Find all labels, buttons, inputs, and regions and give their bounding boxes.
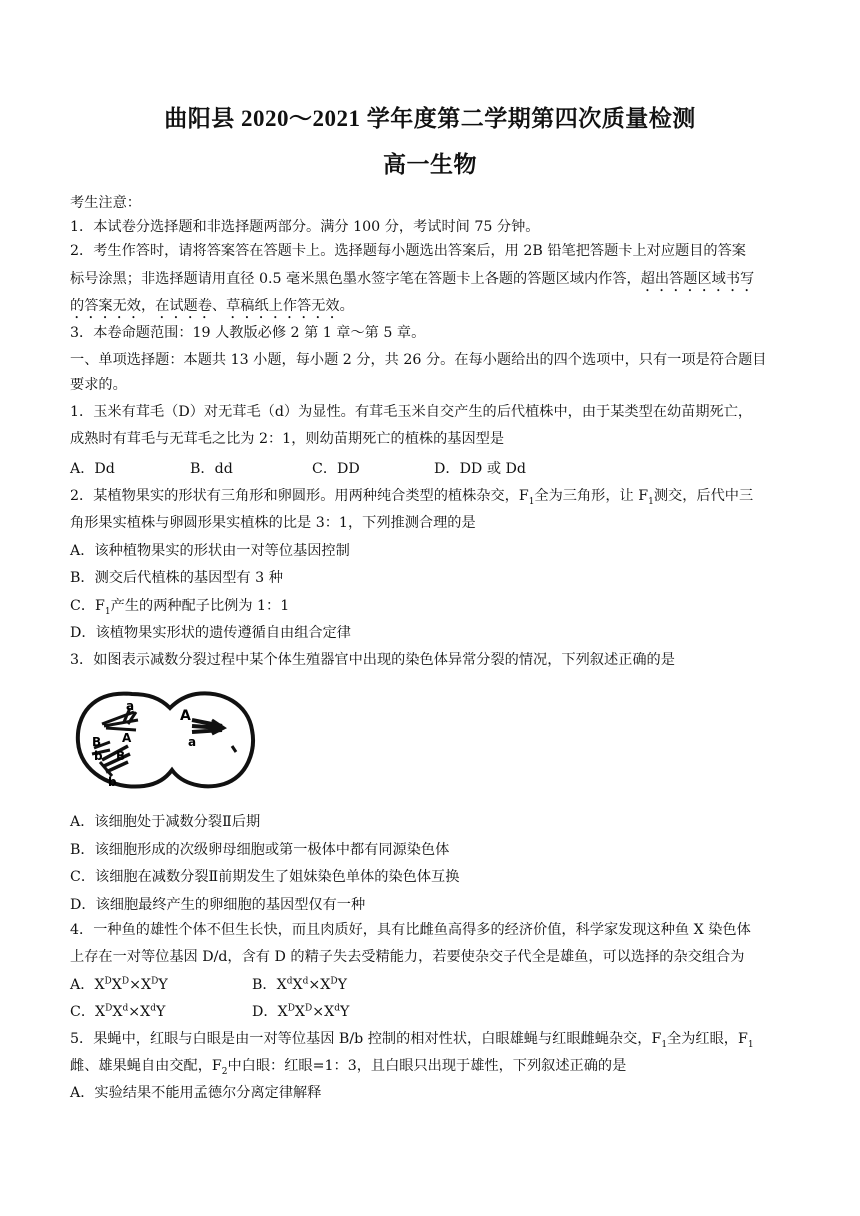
text: Y (340, 1004, 350, 1020)
text: X (292, 977, 303, 993)
q3-stem: 3．如图表示减数分裂过程中某个体生殖器官中出现的染色体异常分裂的情况，下列叙述正确的是 (70, 652, 675, 668)
text: ×X (128, 1004, 151, 1020)
notice-item-3: 3．本卷命题范围：19 人教版必修 2 第 1 章～第 5 章。 (70, 325, 426, 341)
q2-option-b: B．测交后代植株的基因型有 3 种 (70, 570, 283, 586)
gene-label: b (94, 749, 103, 763)
option-label: C． (70, 1004, 96, 1020)
text: ×X (312, 1004, 335, 1020)
exam-subject: 高一生物 (383, 152, 477, 177)
q3-option-d: D．该细胞最终产生的卵细胞的基因型仅有一种 (70, 897, 366, 913)
q1-stem-line-2: 成熟时有茸毛与无茸毛之比为 2：1，则幼苗期死亡的植株的基因型是 (70, 431, 505, 447)
q5-stem-line-1 (70, 1030, 790, 1048)
q2-option-a: A．该种植物果实的形状由一对等位基因控制 (70, 543, 350, 559)
gene-label: B (92, 735, 102, 749)
superscript: D (287, 1003, 295, 1014)
subscript: 1 (648, 496, 654, 507)
notice-item-2-line-1: 2．考生作答时，请将答案答在答题卡上。选择题每小题选出答案后，用 2B 铅笔把答题卡上对应题目的答案 (70, 243, 746, 259)
q2-stem-line-2: 角形果实植株与卵圆形果实植株的比是 3：1，下列推测合理的是 (70, 515, 476, 531)
superscript: D (151, 976, 159, 987)
q4-option-d (252, 1003, 349, 1021)
q5-text: 5．果蝇中，红眼与白眼是由一对等位基因 B/b 控制的相对性状，白眼雄蝇与红眼雌蝇杂交，F (70, 1031, 662, 1047)
q4-option-b (252, 976, 347, 994)
q5-stem-line-2 (70, 1057, 790, 1075)
q2-option-d: D．该植物果实形状的遗传遵循自由组合定律 (70, 625, 351, 641)
notice-heading: 考生注意： (70, 195, 141, 211)
text: X (277, 1004, 288, 1020)
gene-label: A (180, 708, 191, 724)
q5-text: 中白眼：红眼=1：3，且白眼只出现于雄性，下列叙述正确的是 (227, 1058, 627, 1074)
q2-option-c (70, 597, 790, 615)
exam-title: 曲阳县 2020～2021 学年度第二学期第四次质量检测 (164, 106, 696, 131)
superscript: D (121, 976, 130, 987)
q3-option-c: C．该细胞在减数分裂Ⅱ前期发生了姐妹染色单体的染色体互换 (70, 869, 460, 885)
q2-stem-line-1 (70, 487, 790, 505)
text: X (111, 977, 122, 993)
superscript: d (286, 976, 293, 987)
q1-option-c: C．DD (312, 461, 360, 477)
superscript: d (302, 976, 309, 987)
q1-option-b: B．dd (190, 461, 233, 477)
subscript: 1 (747, 1039, 754, 1050)
superscript: D (305, 1003, 313, 1014)
gene-label: b (108, 775, 117, 789)
q4-stem-line-1: 4．一种鱼的雄性个体不但生长快，而且肉质好，具有比雌鱼高得多的经济价值，科学家发现这种鱼 X 染色体 (70, 922, 751, 938)
subscript: 1 (104, 606, 111, 617)
q1-stem-line-1: 1．玉米有茸毛（D）对无茸毛（d）为显性。有茸毛玉米自交产生的后代植株中，由于某类型在幼苗期死亡， (70, 404, 753, 420)
gene-label: B (116, 749, 126, 763)
superscript: d (122, 1003, 129, 1014)
option-label: B． (252, 977, 277, 993)
text: Y (158, 977, 168, 993)
q5-text: 雌、雄果蝇自由交配，F (70, 1058, 222, 1074)
gene-label: A (122, 731, 132, 745)
text: X (276, 977, 287, 993)
subscript: 1 (528, 496, 535, 507)
text: X (294, 1004, 306, 1020)
emphasis-text: 的答案无效，在试题卷、草稿纸上作答无效 (70, 298, 340, 314)
q3-option-a: A．该细胞处于减数分裂Ⅱ后期 (70, 814, 261, 830)
superscript: D (105, 1003, 113, 1014)
q5-option-a: A．实验结果不能用孟德尔分离定律解释 (70, 1085, 322, 1101)
text: Y (156, 1004, 166, 1020)
gene-label: a (188, 735, 197, 749)
q2-text: 全为三角形，让 F (534, 488, 649, 504)
q2-option-c-label: C．F (70, 598, 105, 614)
text: X (95, 1004, 106, 1020)
q2-text: 2．某植物果实的形状有三角形和卵圆形。用两种纯合类型的植株杂交，F (70, 488, 529, 504)
cell-division-figure (72, 686, 258, 792)
notice-item-1: 1．本试卷分选择题和非选择题两部分。满分 100 分，考试时间 75 分钟。 (70, 219, 540, 235)
option-label: D． (252, 1004, 278, 1020)
q2-option-c-text: 产生的两种配子比例为 1：1 (110, 598, 290, 614)
q3-option-b: B．该细胞形成的次级卵母细胞或第一极体中都有同源染色体 (70, 842, 450, 858)
notice-item-2-line-3 (70, 297, 790, 322)
superscript: d (150, 1003, 157, 1014)
text: ×X (308, 977, 331, 993)
notice-item-2-line-2-text: 标号涂黑；非选择题请用直径 0.5 毫米黑色墨水签字笔在答题卡上各题的答题区域内作答， (70, 271, 641, 287)
text: X (94, 977, 105, 993)
section-1-heading-cont: 要求的。 (70, 377, 127, 393)
q5-text: 全为红眼，F (667, 1031, 748, 1047)
q4-stem-line-2: 上存在一对等位基因 D/d，含有 D 的精子失去受精能力，若要使杂交子代全是雄鱼，可以选择的杂交组合为 (70, 949, 745, 965)
text: X (112, 1004, 123, 1020)
superscript: D (104, 976, 112, 987)
section-1-heading: 一、单项选择题：本题共 13 小题，每小题 2 分，共 26 分。在每小题给出的四个选项中，只有一项是符合题目 (70, 352, 767, 368)
notice-item-2-line-2 (70, 270, 790, 295)
q1-option-d: D．DD 或 Dd (434, 461, 526, 477)
text: ×X (129, 977, 152, 993)
option-label: A． (70, 977, 95, 993)
q2-text: 测交，后代中三 (653, 488, 754, 504)
notice-item-2-line-3-end: 。 (339, 298, 354, 314)
q1-option-a: A．Dd (70, 461, 115, 477)
chromosome-fragment (232, 746, 236, 752)
gene-label: a (126, 699, 135, 713)
superscript: D (330, 976, 338, 987)
cell-membrane (78, 693, 253, 786)
emphasis-text: 超出答题区域书写 (640, 271, 755, 287)
q4-option-c (70, 1003, 165, 1021)
q4-option-a (70, 976, 168, 994)
subscript: 1 (661, 1039, 668, 1050)
subscript: 2 (221, 1066, 228, 1077)
text: Y (337, 977, 347, 993)
superscript: d (334, 1003, 340, 1014)
